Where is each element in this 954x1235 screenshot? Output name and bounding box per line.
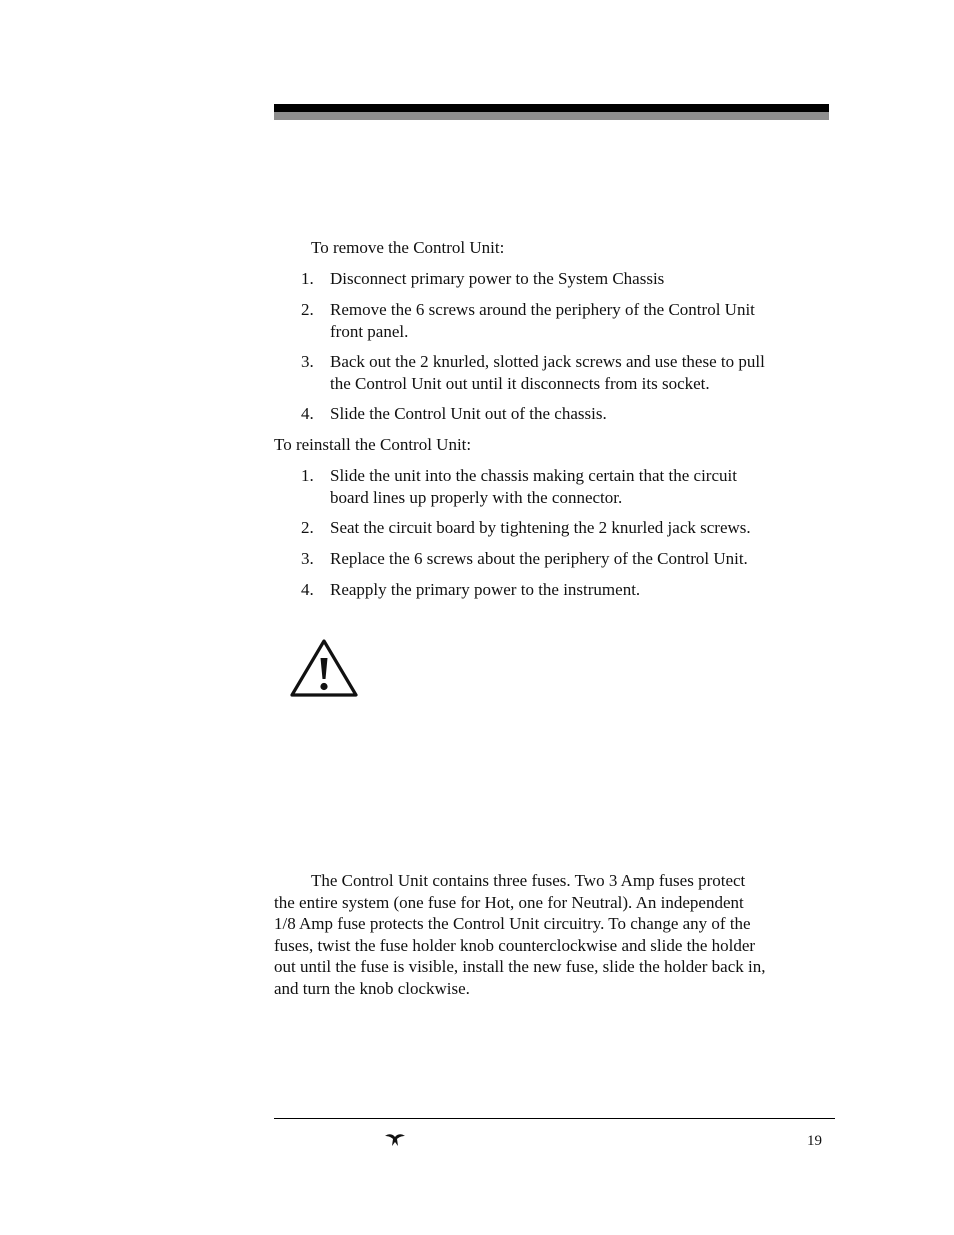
step-text: the Control Unit out until it disconnects from its socket. (330, 373, 710, 393)
step-number: 3. (301, 352, 314, 371)
remove-intro: To remove the Control Unit: (311, 238, 505, 257)
step-number: 3. (301, 549, 314, 568)
step-text: Slide the Control Unit out of the chassis. (330, 404, 607, 423)
step-text: Reapply the primary power to the instrument. (330, 580, 641, 599)
paragraph-line: and turn the knob clockwise. (274, 978, 470, 998)
step-text: Seat the circuit board by tightening the 2 knurled jack screws. (330, 518, 751, 537)
paragraph-line: out until the fuse is visible, install the new fuse, slide the holder back in, (274, 957, 766, 976)
teledyne-logo-icon (384, 1133, 406, 1147)
step-text: board lines up properly with the connector. (330, 487, 623, 507)
step-text: Slide the unit into the chassis making certain that the circuit (330, 466, 737, 485)
step-number: 4. (301, 404, 314, 423)
step-number: 1. (301, 466, 314, 485)
step-number: 2. (301, 518, 314, 537)
fuses-paragraph (274, 870, 766, 999)
step-text: Replace the 6 screws about the periphery of the Control Unit. (330, 549, 748, 568)
step-number: 4. (301, 580, 314, 599)
step-number: 2. (301, 300, 314, 319)
footer-rule (274, 1118, 835, 1119)
step-text: Remove the 6 screws around the periphery of the Control Unit (330, 300, 755, 319)
page-number: 19 (807, 1133, 822, 1149)
warning-triangle-icon (289, 637, 359, 699)
header-rule-gray-bar (274, 112, 829, 120)
paragraph-line: fuses, twist the fuse holder knob counterclockwise and slide the holder (274, 935, 756, 955)
paragraph-line: the entire system (one fuse for Hot, one for Neutral). An independent (274, 892, 744, 912)
step-text: Back out the 2 knurled, slotted jack screws and use these to pull (330, 352, 765, 371)
paragraph-line: 1/8 Amp fuse protects the Control Unit circuitry. To change any of the (274, 914, 751, 933)
paragraph-line: The Control Unit contains three fuses. Two 3 Amp fuses protect (311, 871, 746, 890)
step-text: Disconnect primary power to the System Chassis (330, 269, 665, 288)
header-rule-black-bar (274, 104, 829, 112)
header-rule (274, 104, 829, 120)
step-text: front panel. (330, 321, 409, 341)
reinstall-intro: To reinstall the Control Unit: (274, 435, 472, 454)
step-number: 1. (301, 269, 314, 288)
